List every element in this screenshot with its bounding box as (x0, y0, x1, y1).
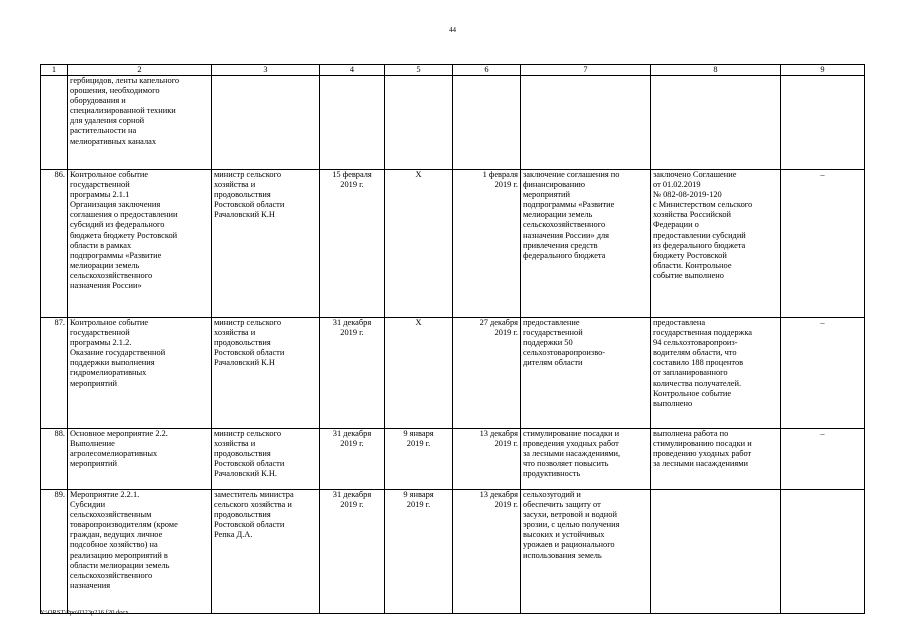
note: – (781, 170, 865, 318)
table-row (41, 170, 865, 318)
responsible-person: министр сельского хозяйства и продовольствия Ростовской области Рачаловский К.Н. (212, 429, 320, 490)
note: – (781, 429, 865, 490)
expected-result: сельхозугодий и обеспечить защиту от засухи, ветровой и водной эрозии, с целью получения высоких и устойчивых урожаев и рационального использования земель (521, 490, 651, 614)
column-number: 4 (320, 65, 385, 76)
column-number: 7 (521, 65, 651, 76)
expected-result: стимулирование посадки и проведения уходных работ за лесными насаждениями, что позволяет повысить продуктивность (521, 429, 651, 490)
note (781, 490, 865, 614)
responsible-person (212, 76, 320, 170)
row-number: 89. (41, 490, 68, 614)
responsible-person: министр сельского хозяйства и продовольствия Ростовской области Рачаловский К.Н (212, 170, 320, 318)
planned-start-date: 15 февраля 2019 г. (320, 170, 385, 318)
planned-start-date: 31 декабря 2019 г. (320, 318, 385, 429)
row-number (41, 76, 68, 170)
table-row (41, 429, 865, 490)
row-number: 86. (41, 170, 68, 318)
column-number: 5 (385, 65, 453, 76)
table-row (41, 490, 865, 614)
note: – (781, 318, 865, 429)
column-number: 2 (68, 65, 212, 76)
column-number: 9 (781, 65, 865, 76)
event-name: Контрольное событие государственной программы 2.1.1 Организация заключения соглашения о предоставлении субсидий из федерального бюджета бюджету Ростовской области в рамках подпрограммы «Развитие мелиорации земель сельскохозяйственного назначения России» (68, 170, 212, 318)
page-number: 44 (449, 26, 456, 34)
actual-start-date: Х (385, 318, 453, 429)
end-date: 13 декабря 2019 г. (453, 429, 521, 490)
report-table (40, 64, 865, 614)
achieved-result (651, 76, 781, 170)
column-number: 6 (453, 65, 521, 76)
column-number: 1 (41, 65, 68, 76)
actual-start-date: Х (385, 170, 453, 318)
note (781, 76, 865, 170)
event-name: Основное мероприятие 2.2. Выполнение агролесомелиоративных мероприятий (68, 429, 212, 490)
expected-result: заключение соглашения по финансированию мероприятий подпрограммы «Развитие мелиорации земель сельскохозяйственного назначения России» для привлечения средств федерального бюджета (521, 170, 651, 318)
actual-start-date: 9 января 2019 г. (385, 490, 453, 614)
event-name: Мероприятие 2.2.1. Субсидии сельскохозяйственным товаропроизводителям (кроме граждан, ведущих личное подсобное хозяйство) на реализацию мероприятий в области мелиорации земель сельскохозяйственного назначения (68, 490, 212, 614)
table-row (41, 76, 865, 170)
responsible-person: заместитель министра сельского хозяйства и продовольствия Ростовской области Репка Д.А. (212, 490, 320, 614)
actual-start-date: 9 января 2019 г. (385, 429, 453, 490)
achieved-result: предоставлена государственная поддержка 94 сельхозтоваропроиз- водителям области, что составило 188 процентов от запланированного количества получателей. Контрольное событие выполнено (651, 318, 781, 429)
end-date: 1 февраля 2019 г. (453, 170, 521, 318)
expected-result (521, 76, 651, 170)
event-name: гербицидов, ленты капельного орошения, необходимого оборудования и специализированной техники для удаления сорной растительности на мелиоративных каналах (68, 76, 212, 170)
achieved-result (651, 490, 781, 614)
planned-start-date: 31 декабря 2019 г. (320, 429, 385, 490)
row-number: 87. (41, 318, 68, 429)
column-number-row (41, 65, 865, 76)
planned-start-date: 31 декабря 2019 г. (320, 490, 385, 614)
event-name: Контрольное событие государственной программы 2.1.2. Оказание государственной поддержки выполнения гидромелиоративных мероприятий (68, 318, 212, 429)
planned-start-date (320, 76, 385, 170)
table-row (41, 318, 865, 429)
achieved-result: заключено Соглашение от 01.02.2019 № 082-08-2019-120 с Министерством сельского хозяйства Российской Федерации о предоставлении субсидий из федерального бюджета бюджету Ростовской области. Контрольное событие выполнено (651, 170, 781, 318)
end-date (453, 76, 521, 170)
column-number: 3 (212, 65, 320, 76)
achieved-result: выполнена работа по стимулированию посадки и проведению уходных работ за лесными насаждениями (651, 429, 781, 490)
file-path-footer: Y:\ORST\Ppo\0323p216.f20.docx (40, 609, 129, 616)
expected-result: предоставление государственной поддержки 50 сельхозтоваропроизво- дителям области (521, 318, 651, 429)
column-number: 8 (651, 65, 781, 76)
end-date: 13 декабря 2019 г. (453, 490, 521, 614)
actual-start-date (385, 76, 453, 170)
row-number: 88. (41, 429, 68, 490)
end-date: 27 декабря 2019 г. (453, 318, 521, 429)
responsible-person: министр сельского хозяйства и продовольствия Ростовской области Рачаловский К.Н (212, 318, 320, 429)
